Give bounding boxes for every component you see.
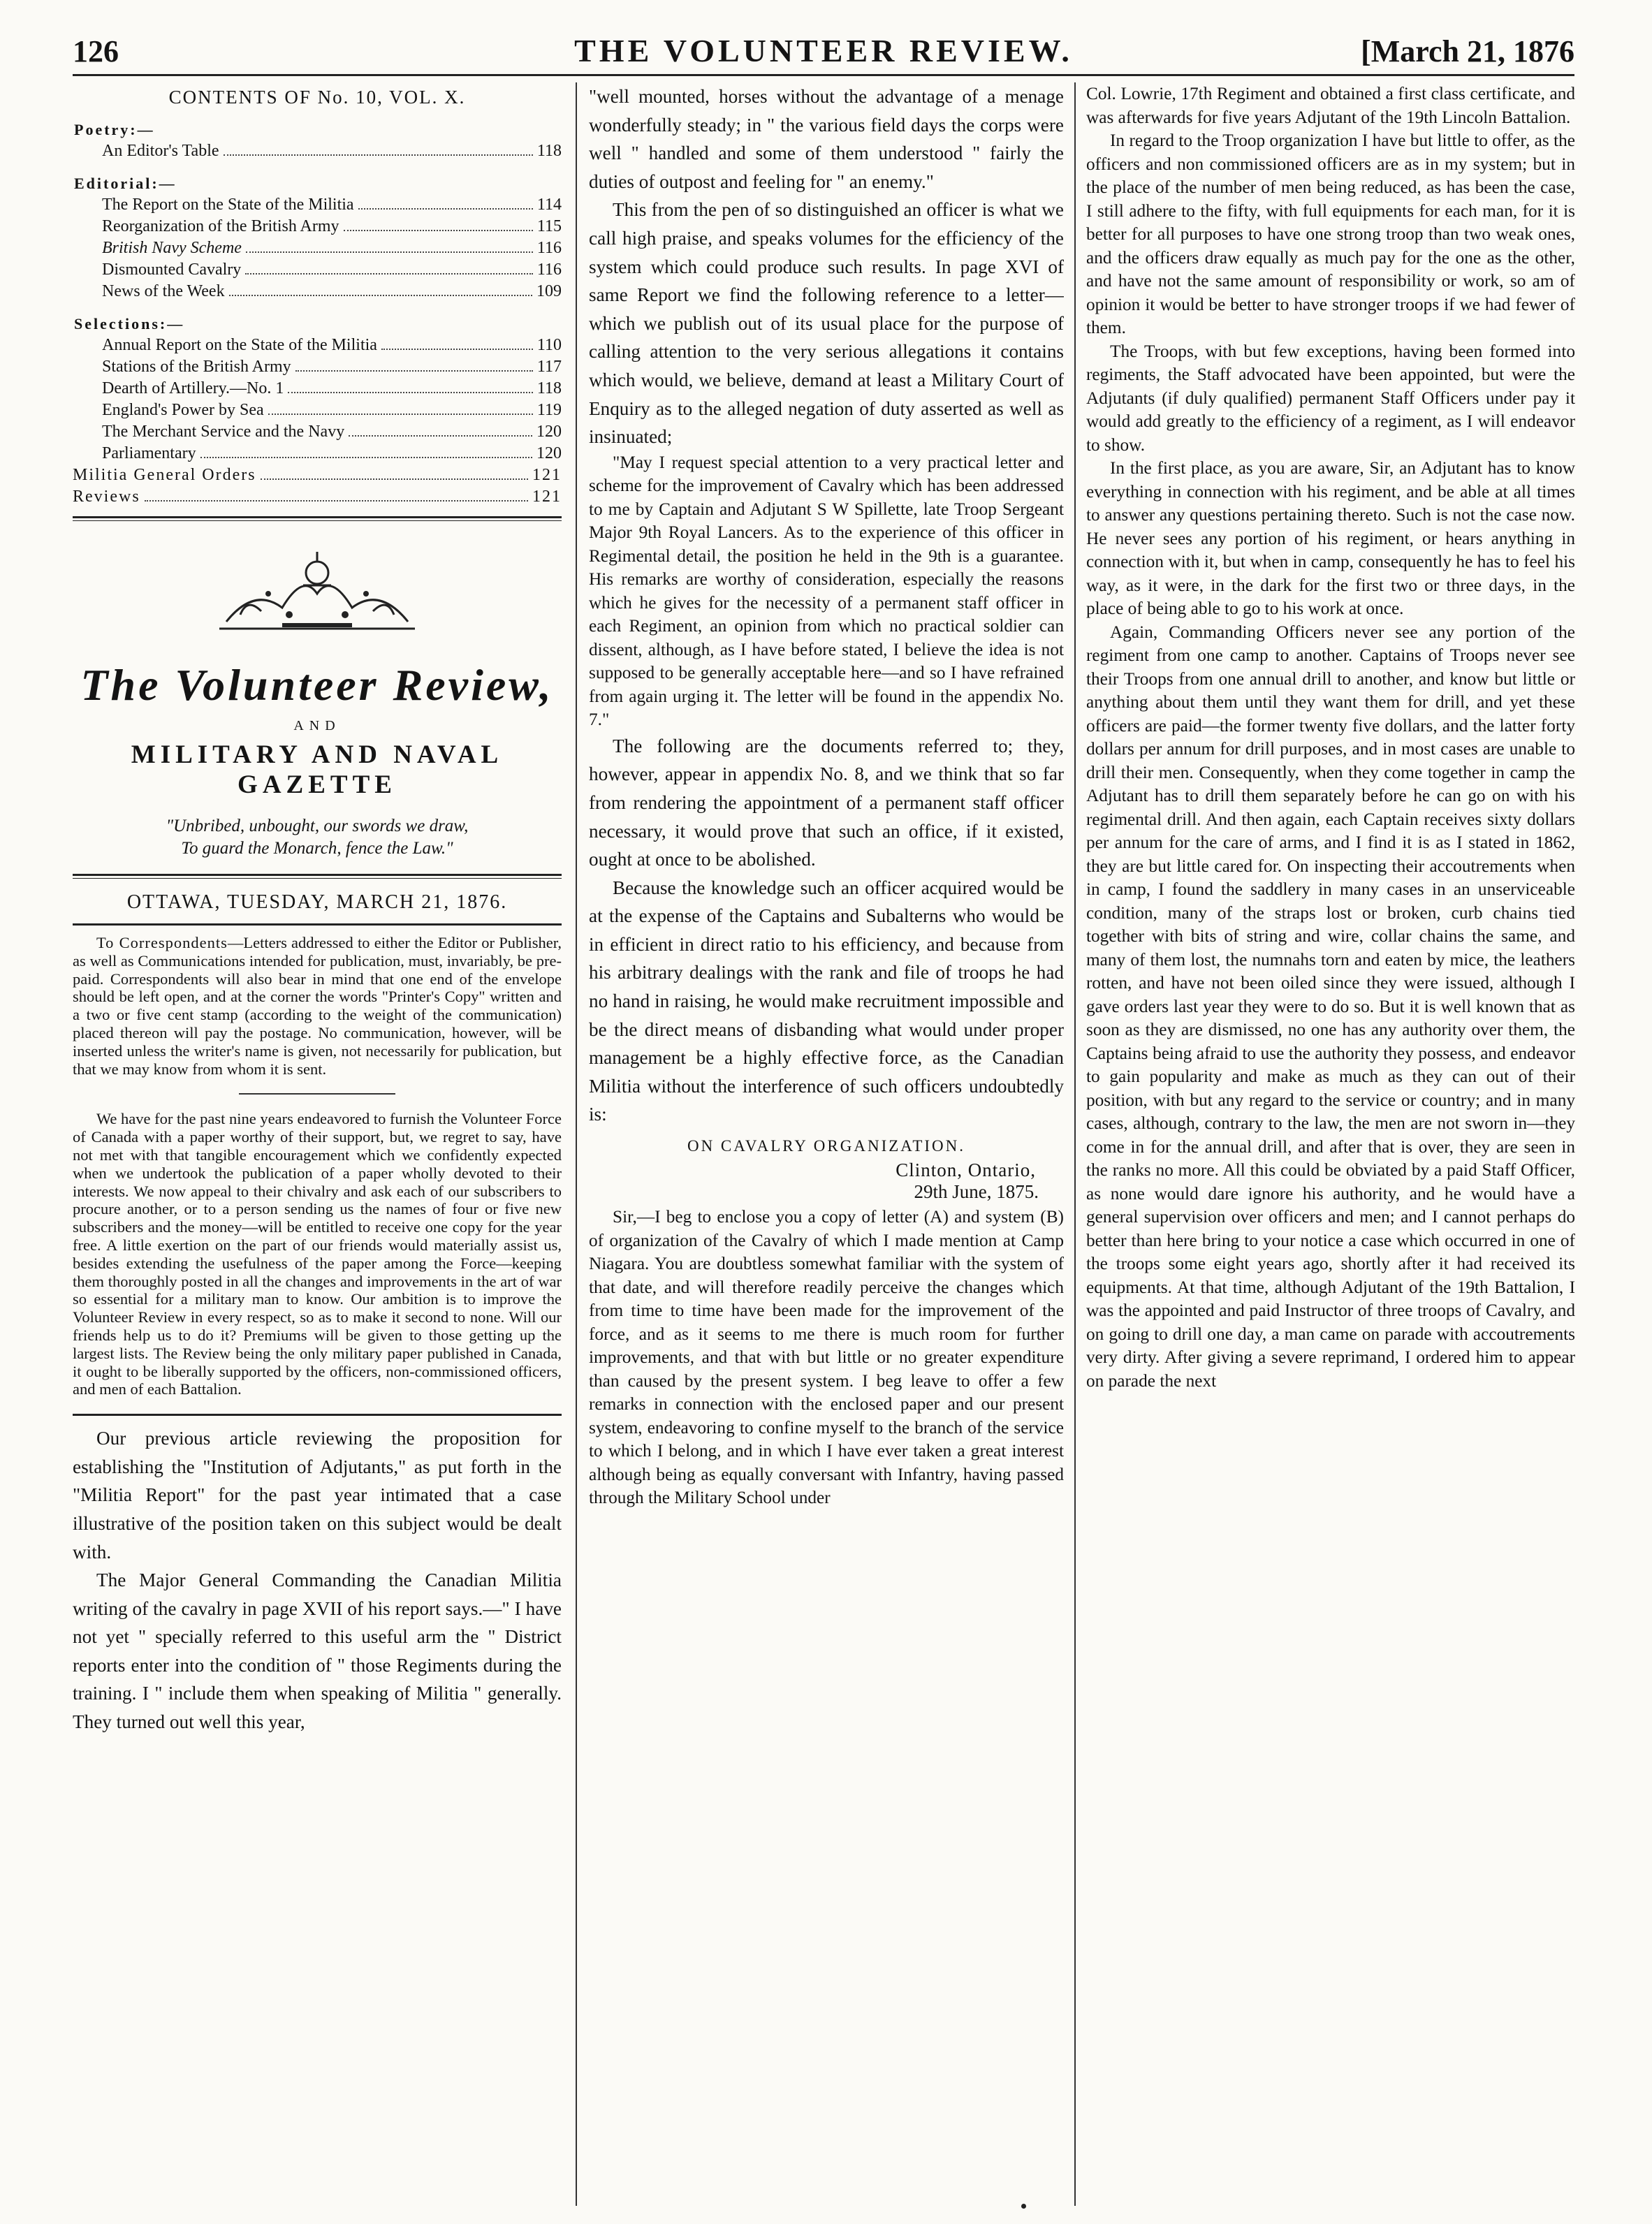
contents-row: Reorganization of the British Army 115 — [102, 217, 562, 235]
section-rule — [239, 1093, 395, 1095]
contents-section-editorial — [73, 175, 562, 302]
contents-section-title: Poetry:— — [74, 121, 155, 138]
paragraph: Our previous article reviewing the proposition for establishing the "Institution of Adjutants," as put forth in the "Militia Report" for the past year intimated that a case illustrative of the position taken on this subject would be dealt with. — [73, 1428, 562, 1563]
column-1 — [73, 82, 562, 2206]
paragraph: In the first place, as you are aware, Sir, an Adjutant has to know everything in connection with his regiment, and be able at all times to answer any questions pertaining thereto. Such is not the case now. He never sees any portion of his regiment, or hears anything in connection with it, but when in camp, consequently he has to feel his way, as it were, in the dark for the first two or three days, in the place of being able to go to his work at once. — [1086, 458, 1575, 618]
paragraph: Again, Commanding Officers never see any portion of the regiment from one camp to another. Captains of Troops never see their Troops from one annual drill to another, and know but little or anything about them until they want them for drill, and yet these officers are paid—the former twenty five dollars, and the latter forty dollars per annum for drill purposes, and in most cases are unable to drill their men. Consequently, when they come together in camp the Adjutant has to drill them separately before he can go on with his regimental drill. And then again, each Captain receives sixty dollars per annum for the care of arms, and I find it is as I stated in 1862, they are but little cared for. On inspecting their accoutrements when in camp, I found the saddlery in many cases in an unserviceable condition, many of the straps lost or broken, curb chains tied together with bits of string and wire, collar chains the same, and many of them lost, the numnahs torn and eaten by mice, the leathers rotten, and have not been oiled since they were issued, although I gave orders last year they were to do so. But it is well known that as soon as they are dismissed, no one has any authority over them, the Captains being afraid to use the authority they possess, and endeavor to gain popularity and make as much as they can out of their position, with but any regard to the service or country; and in many cases, although, contrary to the law, the men are not sworn in—they come in for the annual drill, and after that is over, they are seen in the ranks no more. All this could be obviated by a paid Staff Officer, as none would dare ignore his authority, and he would have a general supervision over officers and men; and I cannot perhaps do better than here bring to your notice a case which occurred in one of the troops some eight years ago, shortly after it had received its equipments. At that time, although Adjutant of the 19th Battalion, I was the appointed and paid Instructor of three troops of Cavalry, and on going to drill one day, a man came on parade with accoutrements very dirty. After giving a severe reprimand, I ordered him to appear on parade the next — [1086, 622, 1575, 1391]
page-dot — [1021, 2204, 1026, 2209]
contents-heading: CONTENTS OF No. 10, VOL. X. — [168, 87, 466, 108]
page-header — [73, 28, 1574, 77]
contents-row: England's Power by Sea 119 — [102, 401, 562, 419]
notice-lead: To Correspondents — [96, 934, 228, 951]
motto: "Unbribed, unbought, our swords we draw, To guard the Monarch, fence the Law." — [166, 817, 469, 858]
contents-row: Stations of the British Army 117 — [102, 358, 562, 376]
letter-place: Clinton, Ontario, — [896, 1159, 1036, 1181]
paragraph: The following are the documents referred to; they, however, appear in appendix No. 8, and we think that so far from rendering the appointment of a permanent staff officer necessary, it would prove that such an office, if it existed, ought at once to be abolished. — [589, 735, 1064, 870]
section-rule — [73, 516, 562, 521]
column-3 — [1086, 82, 1575, 2206]
issue-date: [March 21, 1876 — [1361, 34, 1574, 68]
masthead-subtitle: MILITARY AND NAVAL GAZETTE — [131, 740, 504, 799]
column-2 — [589, 82, 1064, 2206]
contents-row: Militia General Orders 121 — [73, 466, 562, 484]
dateline: OTTAWA, TUESDAY, MARCH 21, 1876. — [126, 891, 508, 913]
letter-date: 29th June, 1875. — [914, 1181, 1039, 1203]
paragraph: "well mounted, horses without the advantage of a menage wonderfully steady; in " the various field days the corps were well " handled and some of them understood " fairly the duties of outpost and feeling for " an enemy." — [589, 86, 1064, 192]
contents-section-poetry — [73, 121, 562, 162]
contents-section-title: Editorial:— — [74, 175, 177, 192]
contents-row: Reviews 121 — [73, 488, 562, 506]
contents-row: News of the Week 109 — [102, 282, 562, 300]
contents-row: Dearth of Artillery.—No. 1 118 — [102, 379, 562, 397]
contents-row: Parliamentary 120 — [102, 444, 562, 462]
paragraph: The Major General Commanding the Canadian Militia writing of the cavalry in page XVII of his report says.—" I have not yet " specially referred to this useful arm the " District reports enter into the condition of " those Regiments during the training. I " include them when speaking of Militia " generally. They turned out well this year, — [73, 1570, 562, 1733]
notice-correspondents: To Correspondents—Letters addressed to either the Editor or Publisher, as well as Communications intended for publication, must, invariably, be pre-paid. Correspondents will also bear in mind that one end of the envelope should be left open, and at the corner the words "Printer's Copy" written and a two or five cent stamp (according to the weight of the communication) placed thereon will pay the postage. No communication, however, will be inserted unless the writer's name is given, not necessarily for publication, but that we may know from whom it is sent. — [73, 934, 562, 1078]
column-divider — [576, 82, 577, 2206]
paragraph: Because the knowledge such an officer acquired would be at the expense of the Captains and Subalterns who would be in efficient in direct ratio to his efficiency, and because from his arbitrary dealings with the rank and file of troops he had no hand in raising, he would make recruitment impossible and be the direct means of disbanding what would under proper management be a highly effective force, as the Canadian Militia without the interference of such officers undoubtedly is: — [589, 877, 1064, 1125]
header-rule — [73, 74, 1574, 76]
letter-body — [589, 1206, 1064, 1510]
contents-row: The Merchant Service and the Navy 120 — [102, 423, 562, 441]
masthead-title: The Volunteer Review, — [80, 660, 554, 710]
column-divider — [1074, 82, 1076, 2206]
contents-row: The Report on the State of the Militia 114 — [102, 196, 562, 214]
section-rule — [73, 874, 562, 879]
contents-section-orders — [73, 464, 562, 508]
contents-row: British Navy Scheme 116 — [102, 239, 562, 257]
paragraph: Col. Lowrie, 17th Regiment and obtained a first class certificate, and was afterwards for five years Adjutant of the 19th Lincoln Battalion. — [1086, 84, 1575, 127]
contents-row: An Editor's Table 118 — [102, 142, 562, 160]
contents-section-selections — [73, 315, 562, 464]
paragraph: The Troops, with but few exceptions, having been formed into regiments, the Staff advocated have been appointed, but were the Adjutants (if duly qualified) permanent Staff Officers under pay it would add greatly to the efficiency of a regiment, as I will endeavor to show. — [1086, 341, 1575, 455]
crest-emblem-icon — [198, 545, 436, 643]
contents-row: Dismounted Cavalry 116 — [102, 261, 562, 279]
paragraph: "May I request special attention to a very practical letter and scheme for the improvement of Cavalry which has been addressed to me by Captain and Adjutant S W Spillette, late Troop Sergeant Major 9th Royal Lancers. As to the experience of this officer in Regimental detail, the position he held in the 9th is a guarantee. His remarks are worthy of consideration, especially the reasons which he gives for the necessity of a permanent staff officer in each Regiment, an opinion from which no practical soldier can dissent, although, as I have before stated, I believe the idea is not supposed to be generally acceptable here—and so I have refrained from again urging it. The letter will be found in the appendix No. 7." — [589, 452, 1064, 730]
masthead — [73, 545, 562, 860]
paragraph: This from the pen of so distinguished an officer is what we call high praise, and speaks volumes for the efficiency of the system which could produce such results. In page XVI of same Report we find the following reference to a letter—which we publish out of its usual place for the purpose of calling attention to the very serious allegations it contains which would, we believe, demand at least a Military Court of Enquiry as to the alleged negation of duty asserted as well as insinuated; — [589, 199, 1064, 448]
section-rule — [73, 1414, 562, 1416]
editorial-body — [589, 732, 1064, 1129]
section-rule — [73, 923, 562, 926]
letter-heading: ON CAVALRY ORGANIZATION. — [687, 1137, 966, 1155]
editorial-body — [73, 1424, 562, 1736]
paragraph: Sir,—I beg to enclose you a copy of letter (A) and system (B) of organization of the Cavalry of which I made mention at Camp Niagara. You are doubtless somewhat familiar with the system of that date, and will therefore readily perceive the changes which from time to time have been made for the improvement of the force, and as it seems to me there is much room for further improvements, and that with but little or no greater expenditure than caused by the present system. I beg leave to offer a few remarks in connection with the enclosed paper and our present system, endeavoring to confine myself to the branch of the service to which I belong, and in which I have ever taken a great interest although being as equally conversant with Infantry, having passed through the Military School under — [589, 1207, 1064, 1508]
notice-subscribers: We have for the past nine years endeavored to furnish the Volunteer Force of Canada with a paper worthy of their support, but, we regret to say, have not met with that tangible encouragement which we confidently expected when we undertook the publication of a paper wholly devoted to their interests. We now appeal to their chivalry and ask each of our subscribers to procure another, or to a person sending us the names of four or five new subscribers and the money—will be entitled to receive one copy for the year free. A little exertion on the part of our friends would materially assist us, besides extending the usefulness of the paper among the Force—keeping them thoroughly posted in all the changes and improvements in the art of war so essential for a military man to know. Our ambition is to improve the Volunteer Review in every respect, so as to make it second to none. Will our friends help us to do it? Premiums will be given to those getting up the largest lists. The Review being the only military paper published in Canada, it ought to be liberally supported by the officers, non-commissioned officers, and men of each Battalion. — [73, 1110, 562, 1398]
newspaper-title: THE VOLUNTEER REVIEW. — [574, 33, 1073, 68]
quoted-letter — [589, 451, 1064, 732]
paragraph: In regard to the Troop organization I have but little to offer, as the officers and non commissioned officers are as in my system; but in the place of the number of men being reduced, as has been the case, I still adhere to the fifty, with full equipments for each man, for it is better for all purposes to have one strong troop than two weak ones, and the officers draw equally as much pay for the one as the other, and have not the same amount of responsibility or work, so am of opinion it would be better to have stronger troops if we had fewer of them. — [1086, 131, 1575, 337]
letter-body-continued — [1086, 82, 1575, 1393]
editorial-body — [589, 82, 1064, 451]
contents-row: Annual Report on the State of the Militia 110 — [102, 336, 562, 354]
page-number: 126 — [73, 34, 119, 68]
masthead-and: AND — [293, 718, 341, 733]
contents-section-title: Selections:— — [74, 315, 185, 332]
